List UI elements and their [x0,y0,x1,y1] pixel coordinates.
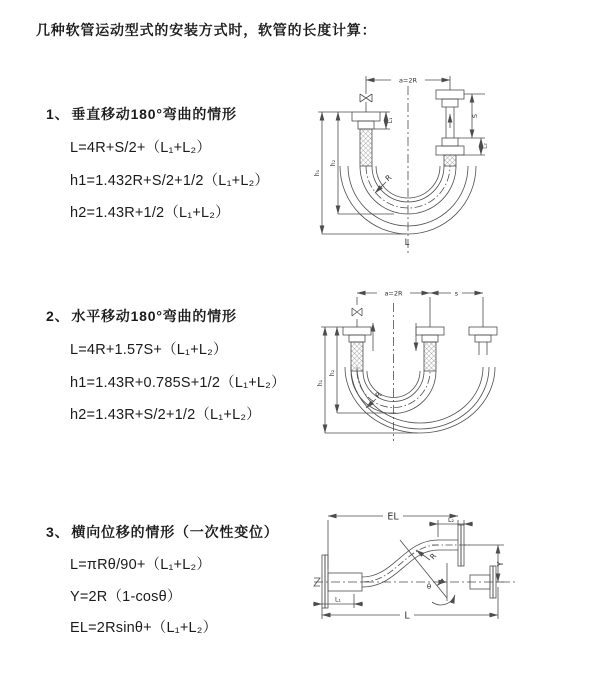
dim-label-theta: θ [426,583,432,591]
section-2-title: 水平移动180°弯曲的情形 [71,308,237,324]
section-2-number: 2、 [46,308,70,324]
section-3-formulas [70,550,279,645]
dim-label-h2: h₂ [329,369,336,377]
dimension-labels [317,290,459,401]
section-3-number: 3、 [46,524,70,540]
section-3-title: 横向位移的情形（一次性变位） [71,524,279,540]
dim-label-l2: L₂ [448,517,454,524]
dim-label-r: R [373,389,384,401]
formula-length: L=πRθ/90+（L₁+L₂） [70,557,212,573]
page-title: 几种软管运动型式的安装方式时，软管的长度计算： [36,22,377,38]
section-horizontal-movement [46,306,286,432]
diagram-vertical-bend [308,66,532,262]
section-vertical-movement [46,104,269,230]
dim-label-h1: h₁ [317,379,324,387]
hose-s-curve [314,525,516,608]
section-1-formulas [70,132,269,230]
dim-label-l1: L₁ [387,117,394,124]
dim-label-s: S [471,113,479,119]
dimension-lines [313,511,504,622]
dim-label-l: L [404,238,410,248]
formula-h2: h2=1.43R+S/2+1/2（L₁+L₂） [70,407,261,423]
dim-label-y: Y [496,561,505,567]
valve-icon [352,308,362,316]
formula-length: L=4R+1.57S+（L₁+L₂） [70,342,228,358]
formula-length: L=4R+S/2+（L₁+L₂） [70,140,212,156]
dim-label-el: EL [387,511,399,523]
dim-label-l1: L₁ [335,596,341,604]
dim-label-h1: h₁ [314,169,321,177]
section-2-heading [46,306,286,326]
section-1-heading [46,104,269,124]
formula-y: Y=2R（1-cosθ） [70,588,182,605]
dim-label-l: L [404,610,410,622]
hose-u-bend [340,76,476,254]
diagram-lateral-displacement [312,503,564,649]
dim-label-s: s [454,289,459,298]
formula-h1: h1=1.432R+S/2+1/2（L₁+L₂） [70,172,270,189]
section-3-heading [46,522,279,542]
diagram-horizontal-bend [316,281,550,449]
section-1-number: 1、 [46,106,70,122]
dim-label-a2r: a=2R [398,76,418,85]
section-2-formulas [70,334,286,432]
dim-label-r: R [383,172,394,184]
formula-el: EL=2Rsinθ+（L₁+L₂） [70,620,218,636]
dim-label-r: R [427,551,439,562]
section-lateral-displacement [46,522,279,645]
dim-label-a2r: a=2R [384,289,403,298]
section-1-title: 垂直移动180°弯曲的情形 [71,106,237,122]
dimension-labels [314,77,489,248]
formula-h2: h2=1.43R+1/2（L₁+L₂） [70,205,230,221]
formula-h1: h1=1.43R+0.785S+1/2（L₁+L₂） [70,374,286,391]
hose-two-positions [343,297,497,441]
dim-label-h2: h₂ [330,159,337,167]
dimension-labels [335,511,505,621]
dim-label-l2: L₂ [481,143,489,149]
